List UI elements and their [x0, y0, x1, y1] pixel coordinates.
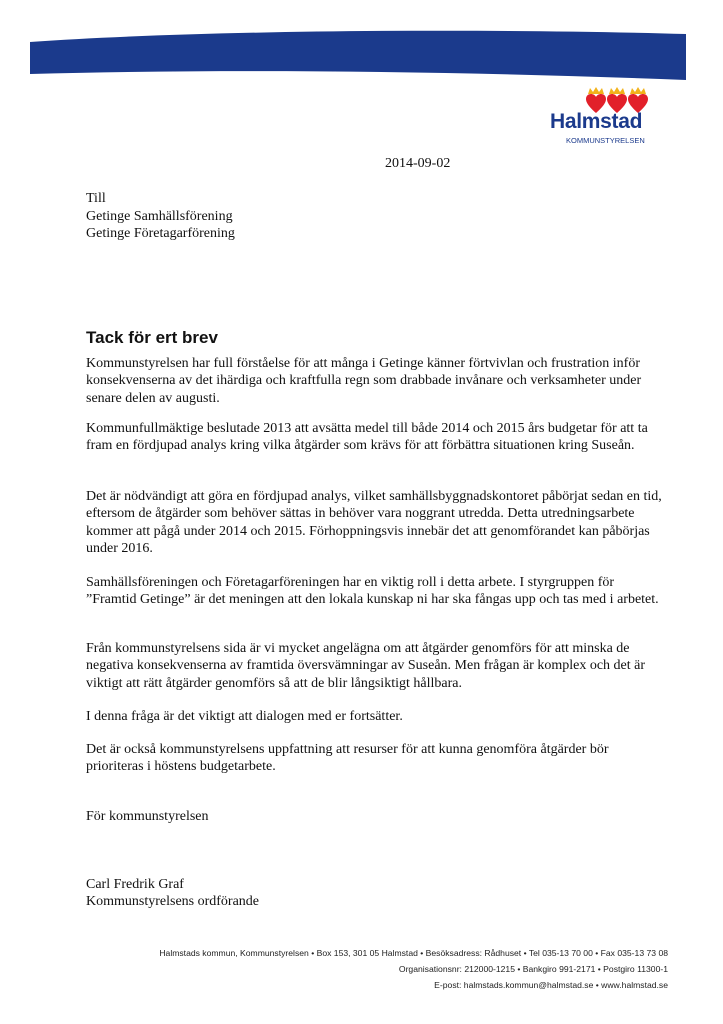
body-paragraph: Kommunfullmäktige beslutade 2013 att avsätta medel till både 2014 och 2015 års budgetar för att ta fram en fördjupad analys kring vilka åtgärder som krävs för att förbättra situationen kring Suseån.	[86, 421, 648, 454]
header-banner	[0, 0, 723, 90]
body-paragraph: I denna fråga är det viktigt att dialogen med er fortsätter.	[86, 709, 403, 724]
letter-date: 2014-09-02	[385, 156, 451, 171]
footer-registration: Organisationsnr: 212000-1215 • Bankgiro 991-2171 • Postgiro 11300-1	[398, 964, 668, 974]
body-paragraph: Kommunstyrelsen har full förståelse för att många i Getinge känner förtvivlan och frustration inför konsekvenserna av det ihärdiga och kraftfulla regn som drabbade invånare och verksamheter under senare delen av augusti.	[86, 356, 642, 406]
footer-address: Halmstads kommun, Kommunstyrelsen • Box 153, 301 05 Halmstad • Besöksadress: Rådhuset • Tel 035-13 70 00 • Fax 035-13 73 08	[159, 948, 668, 958]
signer-title: Kommunstyrelsens ordförande	[86, 894, 260, 909]
recipient-line: Till	[86, 191, 106, 206]
letter-heading: Tack för ert brev	[86, 328, 218, 347]
closing-line: För kommunstyrelsen	[86, 809, 209, 824]
recipient-line: Getinge Företagarförening	[86, 226, 235, 241]
body-paragraph: Det är också kommunstyrelsens uppfattning att resurser för att kunna genomföra åtgärder bör prioriteras i höstens budgetarbete.	[86, 742, 609, 775]
body-paragraph: Från kommunstyrelsens sida är vi mycket angelägna om att åtgärder genomförs för att minska de negativa konsekvenserna av framtida översvämningar av Suseån. Men frågan är komplex och det är viktigt att rätt åtgärder genomförs så att de blir långsiktigt hållbara.	[86, 641, 646, 691]
logo-name: Halmstad	[550, 110, 643, 133]
recipient-line: Getinge Samhällsförening	[86, 208, 233, 224]
footer-contact: E-post: halmstads.kommun@halmstad.se • www.halmstad.se	[434, 980, 668, 990]
body-paragraph: Det är nödvändigt att göra en fördjupad analys, vilket samhällsbyggnadskontoret påbörjat sedan en tid, eftersom de åtgärder som behöver sättas in behöver vara noggrant utredda. Detta utredningsarbete kommer att pågå under 2014 och 2015. Förhoppningsvis innebär det att genomförandet kan påbörjas under 2016.	[86, 489, 662, 557]
signer-name: Carl Fredrik Graf	[86, 877, 184, 892]
halmstad-logo	[546, 86, 658, 146]
recipient-block	[86, 190, 235, 243]
body-paragraph: Samhällsföreningen och Företagarföreningen har en viktig roll i detta arbete. I styrgruppen för ”Framtid Getinge” är det meningen att den lokala kunskap ni har ska fångas upp och tas med i arbetet.	[86, 575, 659, 608]
logo-subtitle: KOMMUNSTYRELSEN	[566, 136, 645, 145]
banner-wave	[30, 31, 686, 80]
